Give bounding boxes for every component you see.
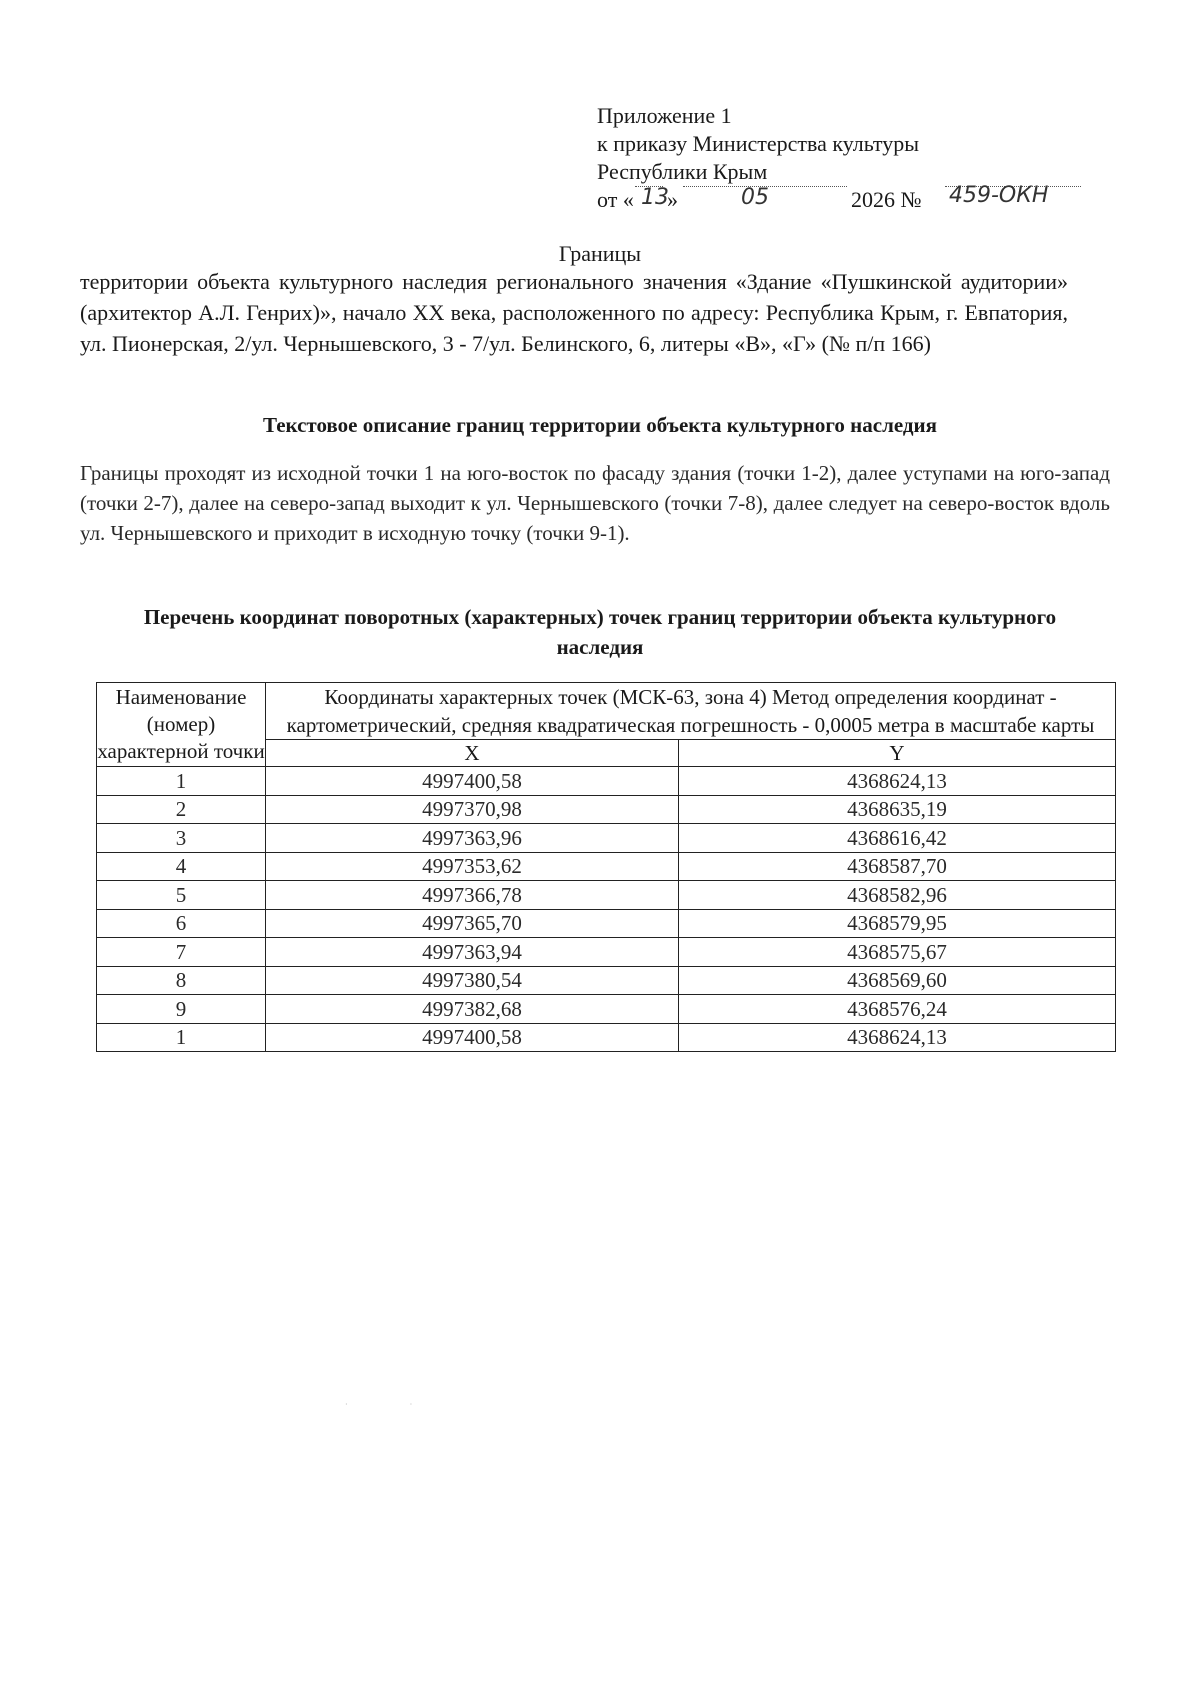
date-prefix: от « (597, 187, 634, 212)
point-x: 4997353,62 (266, 852, 679, 881)
header-point-name: Наименование (номер) характерной точки (97, 683, 266, 767)
date-month: 05 (741, 185, 769, 210)
point-y: 4368576,24 (679, 995, 1116, 1024)
header-coordinates: Координаты характерных точек (МСК-63, зона 4) Метод определения координат - картометрический, средняя квадратическая погрешность - 0,0005 метра в масштабе карты (266, 683, 1116, 740)
description-heading: Текстовое описание границ территории объекта культурного наследия (262, 413, 938, 437)
table-row (97, 767, 1116, 796)
scan-specks: · · (345, 1400, 443, 1409)
title-word: Границы (558, 241, 642, 266)
point-number: 5 (97, 881, 266, 910)
point-y: 4368635,19 (679, 795, 1116, 824)
point-x: 4997370,98 (266, 795, 679, 824)
header-y: Y (679, 740, 1116, 767)
appendix-line-2: к приказу Министерства культуры (597, 131, 920, 156)
point-number: 3 (97, 824, 266, 853)
table-row (97, 824, 1116, 853)
appendix-date-line (597, 183, 1097, 216)
order-number: 459-ОКН (949, 183, 1049, 208)
point-y: 4368579,95 (679, 909, 1116, 938)
table-row (97, 995, 1116, 1024)
table-row (97, 938, 1116, 967)
point-x: 4997382,68 (266, 995, 679, 1024)
point-y: 4368624,13 (679, 1023, 1116, 1052)
table-row (97, 852, 1116, 881)
header-x: X (266, 740, 679, 767)
point-x: 4997380,54 (266, 966, 679, 995)
appendix-line-3: Республики Крым (597, 159, 768, 184)
table-row (97, 881, 1116, 910)
table-row (97, 1023, 1116, 1052)
point-number: 9 (97, 995, 266, 1024)
table-header-row (97, 683, 1116, 740)
point-x: 4997400,58 (266, 1023, 679, 1052)
point-number: 8 (97, 966, 266, 995)
table-row (97, 795, 1116, 824)
point-number: 2 (97, 795, 266, 824)
point-x: 4997400,58 (266, 767, 679, 796)
point-x: 4997363,96 (266, 824, 679, 853)
point-y: 4368616,42 (679, 824, 1116, 853)
point-x: 4997365,70 (266, 909, 679, 938)
appendix-line-1: Приложение 1 (597, 103, 732, 128)
coordinates-heading: Перечень координат поворотных (характерных) точек границ территории объекта культурного наследия (143, 605, 1057, 659)
date-day-suffix: » (667, 187, 678, 212)
description-text: Границы проходят из исходной точки 1 на юго-восток по фасаду здания (точки 1-2), далее уступами на юго-запад (точки 2-7), далее на северо-запад выходит к ул. Чернышевского (точки 7-8), далее следует на северо-восток вдоль ул. Чернышевского и приходит в исходную точку (точки 9-1). (80, 461, 1110, 545)
title-body: территории объекта культурного наследия регионального значения «Здание «Пушкинской аудитории» (архитектор А.Л. Генрих)», начало XX века, расположенного по адресу: Республика Крым, г. Евпатория, ул. Пионерская, 2/ул. Чернышевского, 3 - 7/ул. Белинского, 6, литеры «В», «Г» (№ п/п 166) (80, 269, 1068, 356)
point-number: 4 (97, 852, 266, 881)
point-x: 4997366,78 (266, 881, 679, 910)
point-x: 4997363,94 (266, 938, 679, 967)
date-year: 2026 № (851, 187, 922, 212)
point-number: 1 (97, 767, 266, 796)
point-number: 1 (97, 1023, 266, 1052)
point-y: 4368575,67 (679, 938, 1116, 967)
appendix-header (597, 102, 1097, 216)
point-y: 4368582,96 (679, 881, 1116, 910)
table-row (97, 909, 1116, 938)
point-y: 4368624,13 (679, 767, 1116, 796)
point-y: 4368569,60 (679, 966, 1116, 995)
point-number: 7 (97, 938, 266, 967)
table-row (97, 966, 1116, 995)
point-number: 6 (97, 909, 266, 938)
date-day: 13 (641, 185, 669, 210)
point-y: 4368587,70 (679, 852, 1116, 881)
coordinates-table (96, 682, 1116, 1052)
